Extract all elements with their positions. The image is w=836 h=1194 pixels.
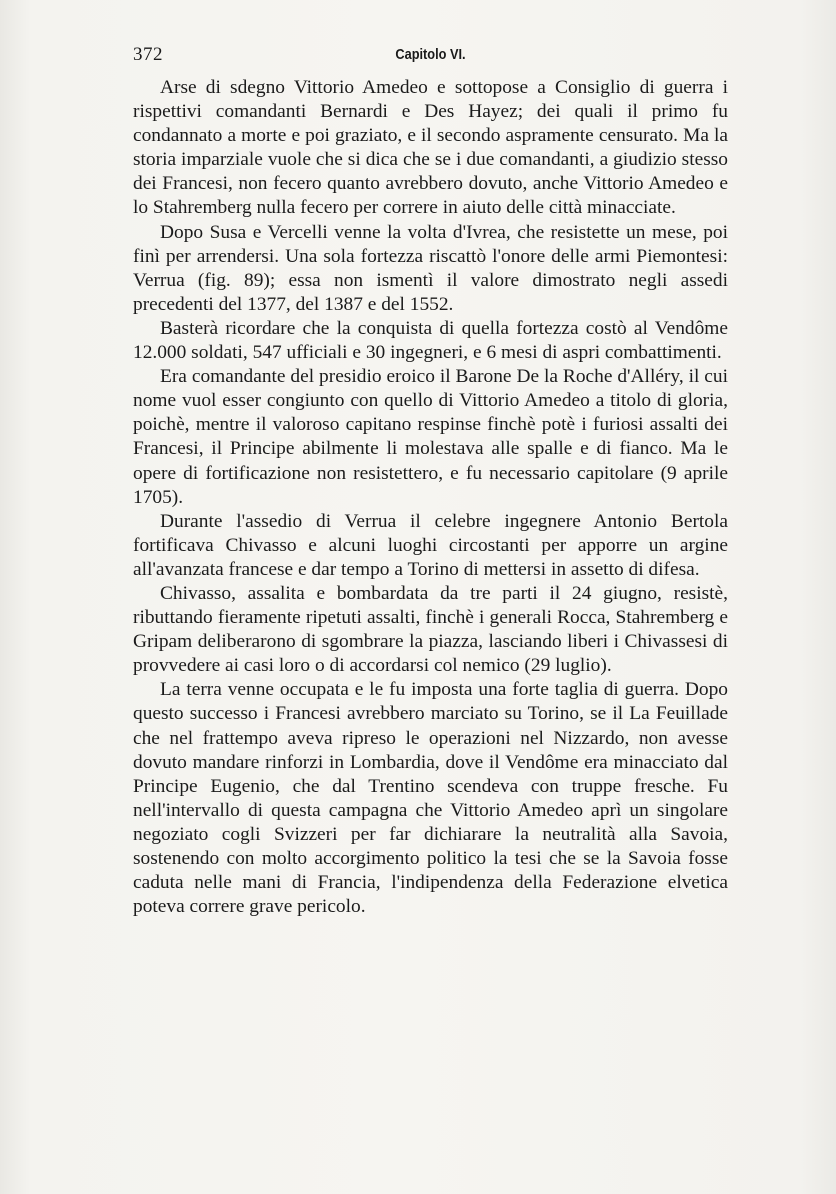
paragraph: La terra venne occupata e le fu imposta una forte taglia di guerra. Dopo questo successo i Francesi avrebbero marciato su Torino, se il La Feuillade che nel frattempo aveva ripreso le operazioni nel Nizzardo, non avesse dovuto mandare rinforzi in Lombardia, dove il Vendôme era minacciato dal Principe Eugenio, che dal Trentino scendeva con truppe fresche. Fu nell'intervallo di questa campagna che Vittorio Amedeo aprì un singolare negoziato cogli Svizzeri per far dichiarare la neutralità alla Savoia, sostenendo con molto accorgimento politico la tesi che se la Savoia fosse caduta nelle mani di Francia, l'indipendenza della Federazione elvetica poteva correre grave pericolo. xyxy=(133,679,728,918)
paragraph: Chivasso, assalita e bombardata da tre parti il 24 giugno, resistè, ributtando fieramente ripetuti assalti, finchè i generali Rocca, Stahremberg e Gripam deliberarono di sgombrare la piazza, lasciando liberi i Chivassesi di provvedere ai casi loro o di accordarsi col nemico (29 luglio). xyxy=(133,582,728,677)
page-number: 372 xyxy=(133,44,163,65)
body-text xyxy=(133,76,728,919)
paragraph: Arse di sdegno Vittorio Amedeo e sottopose a Consiglio di guerra i rispettivi comandanti Bernardi e Des Hayez; dei quali il primo fu condannato a morte e poi graziato, e il secondo aspramente censurato. Ma la storia imparziale vuole che si dica che se i due comandanti, a giudizio stesso dei Francesi, non fecero quanto avrebbero dovuto, anche Vittorio Amedeo e lo Stahremberg nulla fecero per correre in aiuto delle città minacciate. xyxy=(133,77,728,219)
page-header xyxy=(133,44,728,68)
running-head: Capitolo VI. xyxy=(395,47,466,63)
paragraph: Era comandante del presidio eroico il Barone De la Roche d'Alléry, il cui nome vuol esser congiunto con quello di Vittorio Amedeo a titolo di gloria, poichè, mentre il valoroso capitano respinse finchè potè i furiosi assalti dei Francesi, il Principe abilmente li molestava alle spalle e di fianco. Ma le opere di fortificazione non resistettero, e fu necessario capitolare (9 aprile 1705). xyxy=(133,366,728,508)
paragraph: Durante l'assedio di Verrua il celebre ingegnere Antonio Bertola fortificava Chivasso e alcuni luoghi circostanti per apporre un argine all'avanzata francese e dar tempo a Torino di mettersi in assetto di difesa. xyxy=(133,510,728,580)
paragraph: Dopo Susa e Vercelli venne la volta d'Ivrea, che resistette un mese, poi finì per arrendersi. Una sola fortezza riscattò l'onore delle armi Piemontesi: Verrua (fig. 89); essa non ismentì il valore dimostrato negli assedi precedenti del 1377, del 1387 e del 1552. xyxy=(133,221,728,315)
paragraph: Basterà ricordare che la conquista di quella fortezza costò al Vendôme 12.000 soldati, 547 ufficiali e 30 ingegneri, e 6 mesi di aspri combattimenti. xyxy=(133,317,728,364)
